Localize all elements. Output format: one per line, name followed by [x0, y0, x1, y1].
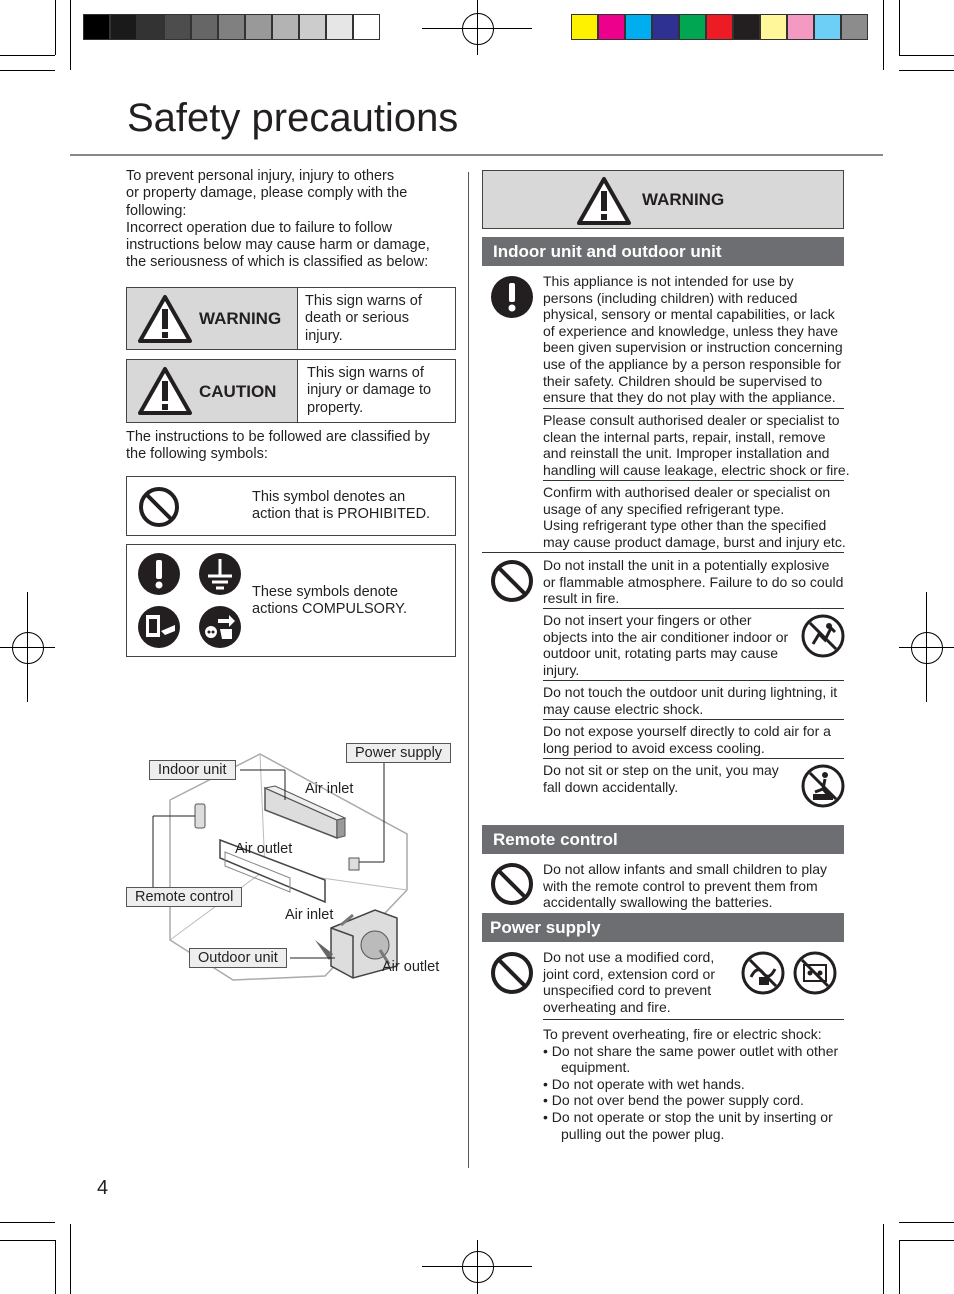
air-outlet-indoor-label: Air outlet [235, 841, 293, 857]
text-line: Do not touch the outdoor unit during lightning, it [543, 684, 838, 700]
air-outlet-outdoor-label: Air outlet [382, 959, 440, 975]
color-swatch [598, 14, 625, 40]
warning-legend-label-cell [127, 288, 298, 349]
text-line: overheating and fire. [543, 998, 671, 1015]
text-line: accidentally swallowing the batteries. [543, 894, 773, 911]
text-line: Confirm with authorised dealer or specialist on [543, 484, 831, 500]
prohibit-item-2 [543, 612, 788, 678]
divider [543, 758, 844, 759]
warning-legend-box [126, 287, 456, 350]
text-line: or flammable atmosphere. Failure to do so could [543, 573, 844, 590]
prohibit-item-5 [543, 762, 779, 795]
color-swatch [814, 14, 841, 40]
text-line: unspecified cord to prevent [543, 982, 712, 999]
exclamation-compulsory-icon [137, 552, 181, 596]
power-precautions [543, 1026, 838, 1142]
desc-line: actions COMPULSORY. [252, 601, 407, 618]
text-line: equipment. [561, 1059, 631, 1076]
divider [543, 680, 844, 681]
symbols-intro [126, 429, 430, 464]
color-swatch [652, 14, 679, 40]
text-line: outdoor unit, rotating parts may cause [543, 645, 779, 662]
prohibited-icon [490, 951, 534, 995]
intro-line: the seriousness of which is classified as below: [126, 254, 429, 271]
warning-triangle-icon [137, 294, 193, 344]
caution-triangle-icon [137, 366, 193, 416]
text-line: the following symbols: [126, 446, 268, 463]
color-swatch [137, 14, 164, 40]
power-supply-label: Power supply [346, 743, 451, 763]
text-line: result in fire. [543, 590, 620, 607]
power-bullet-list [543, 1043, 838, 1143]
caution-legend-box [126, 359, 456, 423]
column-divider [468, 172, 469, 1168]
text-line: physical, sensory or mental capabilities, or lack [543, 306, 835, 323]
exclamation-compulsory-icon [490, 275, 534, 319]
color-swatch [218, 14, 245, 40]
color-swatch [571, 14, 598, 40]
power-item [543, 949, 715, 1015]
section-remote-control: Remote control [482, 825, 844, 854]
unit-location-diagram [125, 740, 460, 990]
prohibited-symbol-box [126, 476, 456, 536]
warning-triangle-icon [576, 176, 632, 226]
text-line: Do not install the unit in a potentially explosive [543, 557, 830, 573]
section-indoor-outdoor: Indoor unit and outdoor unit [482, 237, 844, 266]
text-line: Do not expose yourself directly to cold air for a [543, 723, 831, 739]
color-swatch [733, 14, 760, 40]
text-line: handling will cause leakage, electric shock or fire. [543, 461, 850, 478]
no-extension-cord-icon [793, 951, 837, 995]
text-line: Do not sit or step on the unit, you may [543, 762, 779, 778]
desc-line: property. [307, 399, 364, 416]
no-fingers-icon [801, 614, 845, 658]
text-line: joint cord, extension cord or [543, 965, 715, 982]
desc-line: This sign warns of [307, 365, 424, 381]
text-line: Using refrigerant type other than the specified [543, 517, 827, 534]
page-number: 4 [97, 1177, 109, 1199]
text-line: persons (including children) with reduced [543, 289, 798, 306]
text-line: • Do not operate with wet hands. [543, 1075, 745, 1092]
text-line: fall down accidentally. [543, 778, 679, 795]
desc-line: These symbols denote [252, 584, 398, 600]
compulsory-symbol-box [126, 544, 456, 657]
intro-line: Incorrect operation due to failure to follow [126, 219, 392, 236]
remote-control-label: Remote control [126, 887, 242, 907]
no-sitting-icon [801, 764, 845, 808]
text-line: Do not insert your fingers or other [543, 612, 752, 628]
warning-header-label: WARNING [642, 190, 725, 209]
color-swatch [191, 14, 218, 40]
divider [482, 552, 844, 553]
intro-line: or property damage, please comply with the [126, 185, 408, 202]
color-swatch [625, 14, 652, 40]
text-line: usage of any specified refrigerant type. [543, 500, 785, 517]
indoor-item-3 [543, 484, 846, 550]
caution-label: CAUTION [199, 382, 277, 401]
text-line: their safety. Children should be supervised to [543, 372, 823, 389]
text-line: • Do not over bend the power supply cord. [543, 1092, 804, 1109]
desc-line: action that is PROHIBITED. [252, 506, 431, 523]
bullet-item [543, 1092, 838, 1109]
outdoor-unit-label: Outdoor unit [189, 948, 287, 968]
text-line: Please consult authorised dealer or specialist to [543, 412, 840, 428]
bullet-item [543, 1109, 838, 1142]
text-line: use of the appliance by a person responsible for [543, 355, 842, 372]
desc-line: injury. [305, 327, 343, 344]
prohibited-icon [490, 559, 534, 603]
text-line: This appliance is not intended for use by [543, 273, 794, 289]
color-swatch [326, 14, 353, 40]
ground-earth-icon [198, 552, 242, 596]
bullet-item [543, 1076, 838, 1093]
color-swatch [245, 14, 272, 40]
remote-item [543, 861, 827, 911]
text-line: objects into the air conditioner indoor or [543, 628, 789, 645]
warning-label: WARNING [199, 309, 282, 328]
desc-line: This sign warns of [305, 293, 422, 309]
intro-line: instructions below may cause harm or damage, [126, 237, 430, 254]
prohibit-item-4 [543, 723, 831, 756]
indoor-item-1 [543, 273, 843, 406]
warning-header-box [482, 170, 844, 229]
text-line: may cause electric shock. [543, 700, 704, 717]
text-line: pulling out the power plug. [561, 1125, 725, 1142]
text-line: Do not allow infants and small children to play [543, 861, 828, 877]
caution-description [307, 365, 431, 417]
divider [543, 719, 844, 720]
color-swatch [83, 14, 110, 40]
indoor-item-2 [543, 412, 850, 478]
intro-line: To prevent personal injury, injury to others [126, 168, 395, 184]
divider [543, 1019, 844, 1020]
compulsory-description [252, 584, 407, 619]
text-line: • Do not operate or stop the unit by inserting or [543, 1108, 833, 1125]
prohibit-item-1 [543, 557, 843, 607]
text-line: been given supervision or instruction concerning [543, 339, 843, 356]
color-swatch [164, 14, 191, 40]
color-swatch [706, 14, 733, 40]
text-line: injury. [543, 661, 580, 678]
prohibited-icon [138, 486, 180, 528]
warning-description [305, 293, 422, 345]
color-swatch [841, 14, 868, 40]
indoor-unit-label: Indoor unit [149, 760, 236, 780]
air-inlet-top-label: Air inlet [305, 781, 354, 797]
desc-line: This symbol denotes an [252, 489, 406, 505]
switch-off-icon [137, 605, 181, 649]
divider [543, 608, 844, 609]
text-line: with the remote control to prevent them from [543, 877, 818, 894]
caution-legend-label-cell [127, 360, 298, 422]
desc-line: injury or damage to [307, 382, 432, 399]
text-line: The instructions to be followed are classified by [126, 429, 430, 445]
color-swatch [272, 14, 299, 40]
color-swatch [299, 14, 326, 40]
color-swatch [353, 14, 380, 40]
color-swatch [787, 14, 814, 40]
title-rule [70, 154, 883, 156]
divider [543, 408, 844, 409]
color-swatch [760, 14, 787, 40]
air-inlet-outdoor-label: Air inlet [285, 907, 334, 923]
bullet-item [543, 1043, 838, 1076]
text-line: clean the internal parts, repair, install, remove [543, 428, 826, 445]
unplug-icon [198, 605, 242, 649]
text-line: and reinstall the unit. Improper installation and [543, 445, 830, 462]
prohibited-icon [490, 862, 534, 906]
text-line: • Do not share the same power outlet with other [543, 1042, 839, 1059]
intro-line: following: [126, 202, 187, 219]
text-line: may cause product damage, burst and injury etc. [543, 533, 846, 550]
section-power-supply: Power supply [482, 913, 844, 942]
color-swatch [110, 14, 137, 40]
page-title: Safety precautions [127, 96, 459, 140]
text-line: To prevent overheating, fire or electric shock: [543, 1026, 822, 1042]
prohibit-item-3 [543, 684, 837, 717]
prohibited-description [252, 489, 430, 524]
text-line: long period to avoid excess cooling. [543, 739, 765, 756]
desc-line: death or serious [305, 310, 409, 327]
no-modified-cord-icon [741, 951, 785, 995]
text-line: of experience and knowledge, unless they have [543, 322, 838, 339]
text-line: Do not use a modified cord, [543, 949, 715, 965]
color-swatch [679, 14, 706, 40]
intro-text [126, 168, 430, 272]
text-line: ensure that they do not play with the appliance. [543, 389, 836, 406]
divider [543, 480, 844, 481]
